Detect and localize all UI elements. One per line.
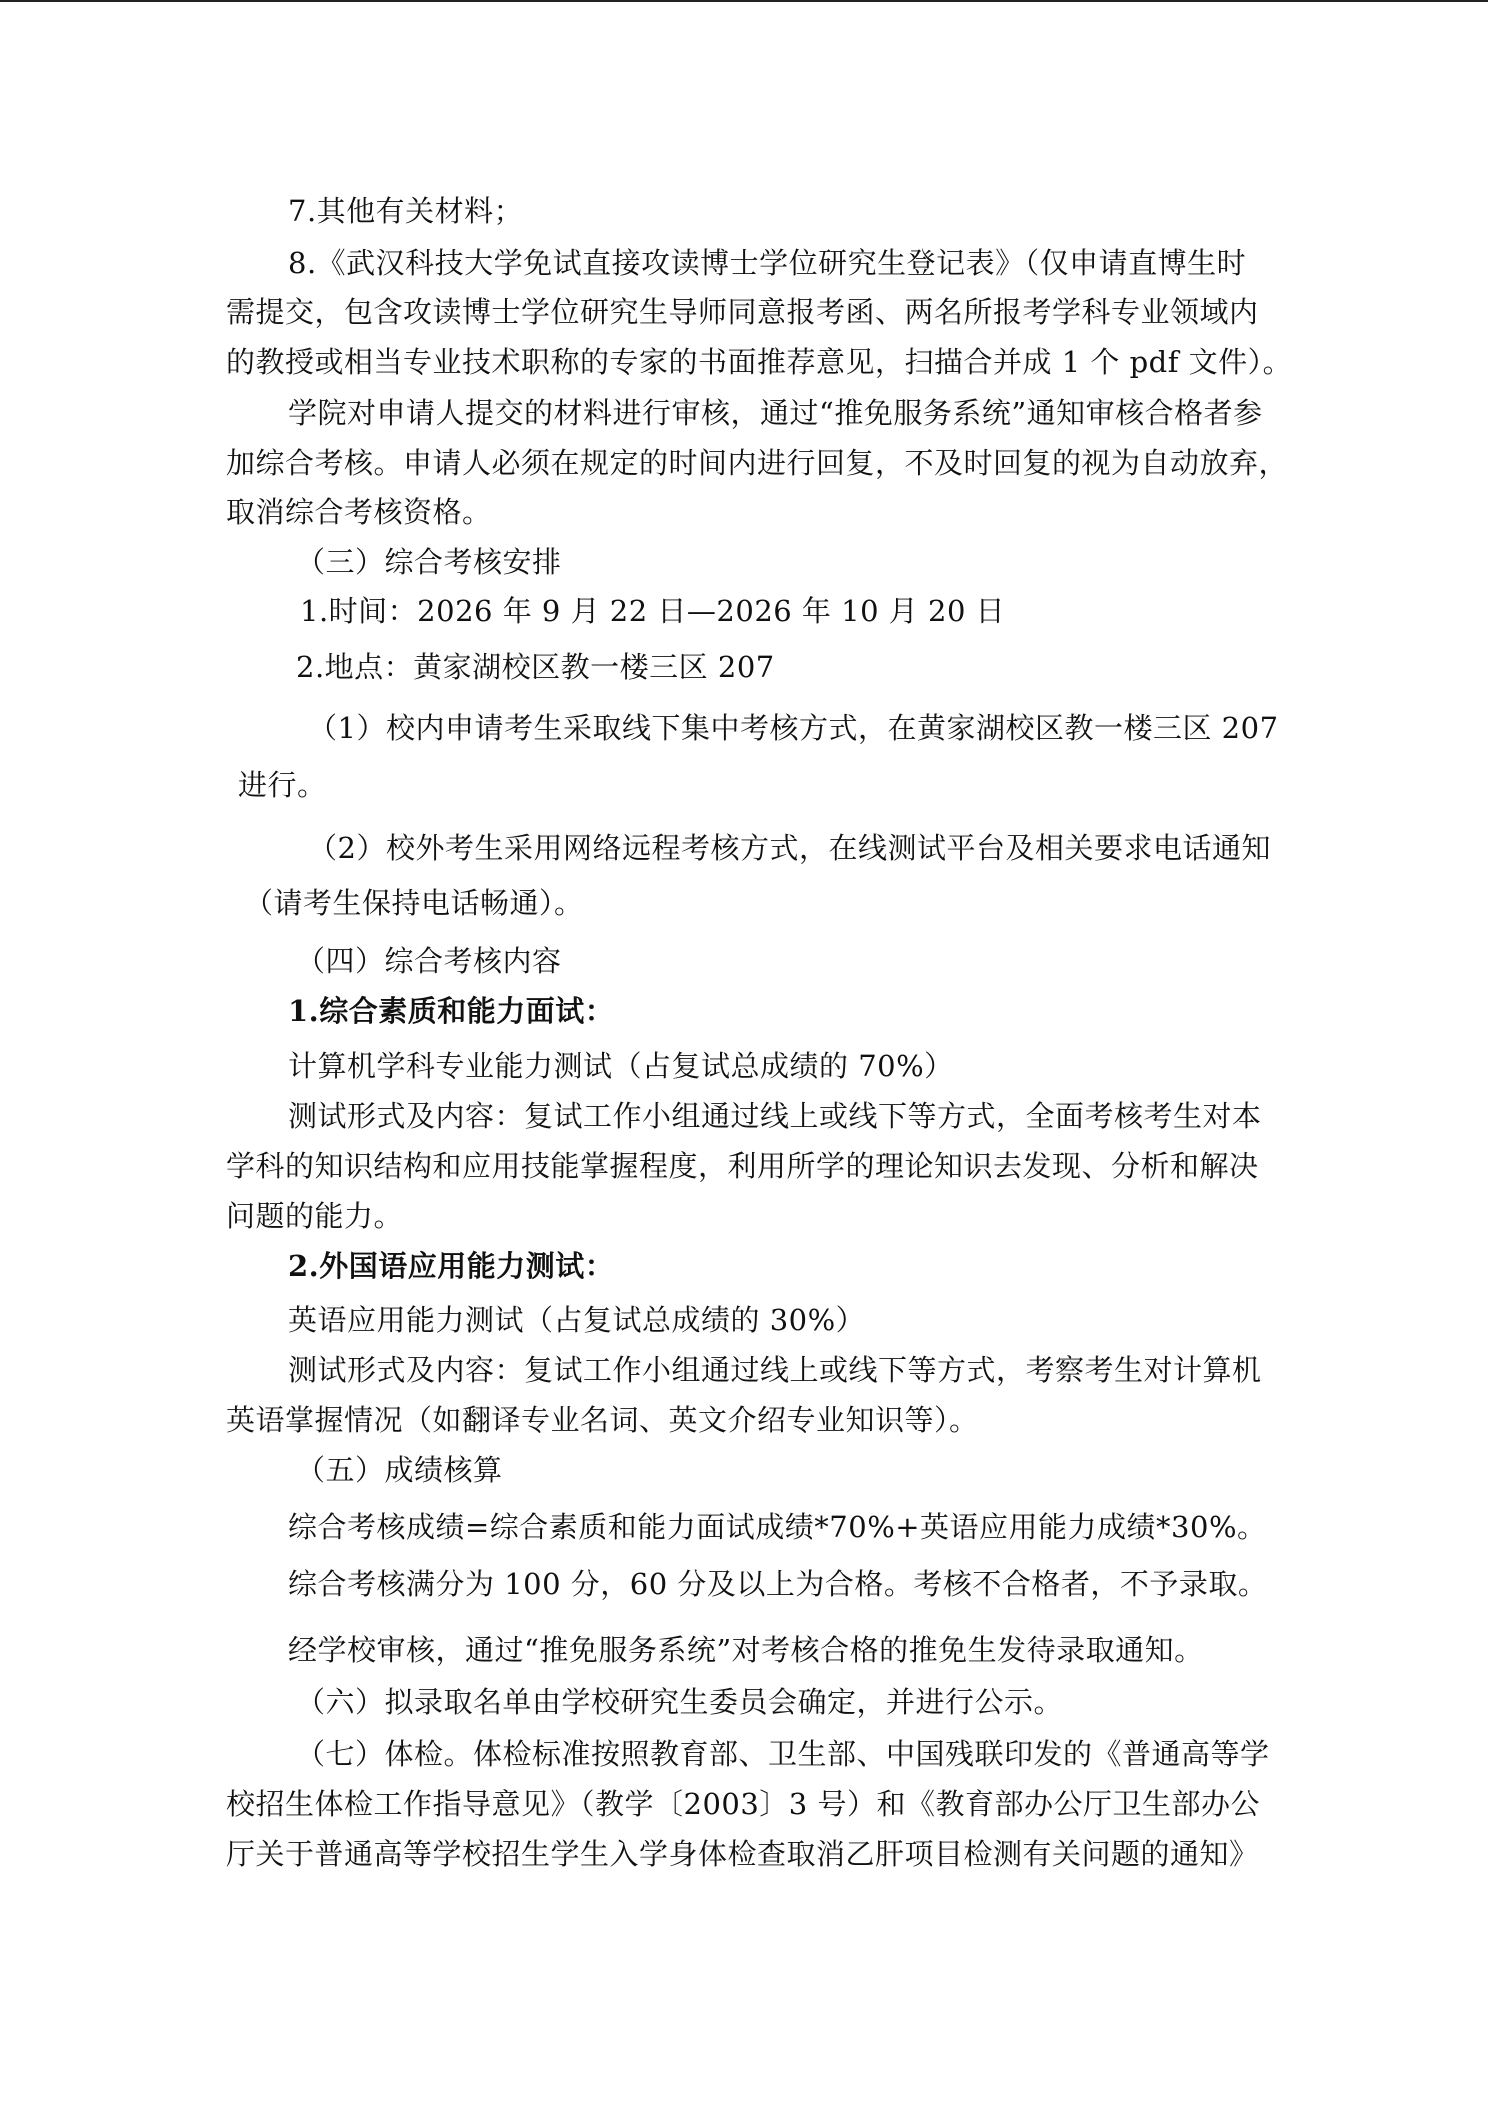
- section-7-line-3: 厅关于普通高等学校招生学生入学身体检查取消乙肝项目检测有关问题的通知》: [226, 1837, 1259, 1871]
- review-paragraph-line-1: 学院对申请人提交的材料进行审核，通过“推免服务系统”通知审核合格者参: [288, 396, 1263, 430]
- section-7-line-2: 校招生体检工作指导意见》（教学〔2003〕3 号）和《教育部办公厅卫生部办公: [226, 1787, 1260, 1821]
- external-candidates-line-1: （2）校外考生采用网络远程考核方式，在线测试平台及相关要求电话通知: [308, 831, 1271, 865]
- review-paragraph-line-2: 加综合考核。申请人必须在规定的时间内进行回复，不及时回复的视为自动放弃，: [226, 446, 1289, 480]
- admission-notice: 经学校审核，通过“推免服务系统”对考核合格的推免生发待录取通知。: [288, 1633, 1204, 1667]
- item-8-registration-form: 8.《武汉科技大学免试直接攻读博士学位研究生登记表》（仅申请直博生时: [288, 246, 1247, 280]
- item-8-line-2: 需提交，包含攻读博士学位研究生导师同意报考函、两名所报考学科专业领域内: [226, 295, 1259, 329]
- external-candidates-line-2: （请考生保持电话畅通）。: [244, 886, 584, 920]
- exam-location: 2.地点：黄家湖校区教一楼三区 207: [296, 650, 775, 684]
- computer-test-desc-line-2: 学科的知识结构和应用技能掌握程度，利用所学的理论知识去发现、分析和解决: [226, 1149, 1259, 1183]
- english-test-desc-line-2: 英语掌握情况（如翻译专业名词、英文介绍专业知识等）。: [226, 1403, 979, 1437]
- computer-test-desc-line-1: 测试形式及内容：复试工作小组通过线上或线下等方式，全面考核考生对本: [288, 1099, 1262, 1133]
- section-5-heading: （五）成绩核算: [296, 1453, 503, 1487]
- item-8-line-3: 的教授或相当专业技术职称的专家的书面推荐意见，扫描合并成 1 个 pdf 文件）。: [226, 345, 1293, 379]
- score-formula: 综合考核成绩=综合素质和能力面试成绩*70%+英语应用能力成绩*30%。: [288, 1510, 1267, 1544]
- exam-time: 1.时间：2026 年 9 月 22 日—2026 年 10 月 20 日: [300, 594, 1006, 628]
- review-paragraph-line-3: 取消综合考核资格。: [226, 495, 492, 529]
- section-6-heading: （六）拟录取名单由学校研究生委员会确定，并进行公示。: [296, 1685, 1064, 1719]
- item-7-other-materials: 7.其他有关材料；: [288, 194, 524, 228]
- computer-test-desc-line-3: 问题的能力。: [226, 1199, 404, 1233]
- english-test-desc-line-1: 测试形式及内容：复试工作小组通过线上或线下等方式，考察考生对计算机: [288, 1353, 1262, 1387]
- passing-score: 综合考核满分为 100 分，60 分及以上为合格。考核不合格者，不予录取。: [288, 1567, 1268, 1601]
- section-4-heading: （四）综合考核内容: [296, 944, 562, 978]
- internal-candidates-line-1: （1）校内申请考生采取线下集中考核方式，在黄家湖校区教一楼三区 207: [308, 711, 1279, 745]
- section-3-heading: （三）综合考核安排: [296, 545, 562, 579]
- interview-subheading: 1.综合素质和能力面试：: [288, 994, 615, 1028]
- internal-candidates-line-2: 进行。: [238, 768, 327, 802]
- foreign-language-subheading: 2.外国语应用能力测试：: [288, 1249, 615, 1283]
- computer-test-weight: 计算机学科专业能力测试（占复试总成绩的 70%）: [288, 1049, 954, 1083]
- section-7-line-1: （七）体检。体检标准按照教育部、卫生部、中国残联印发的《普通高等学: [296, 1737, 1270, 1771]
- english-test-weight: 英语应用能力测试（占复试总成绩的 30%）: [288, 1303, 866, 1337]
